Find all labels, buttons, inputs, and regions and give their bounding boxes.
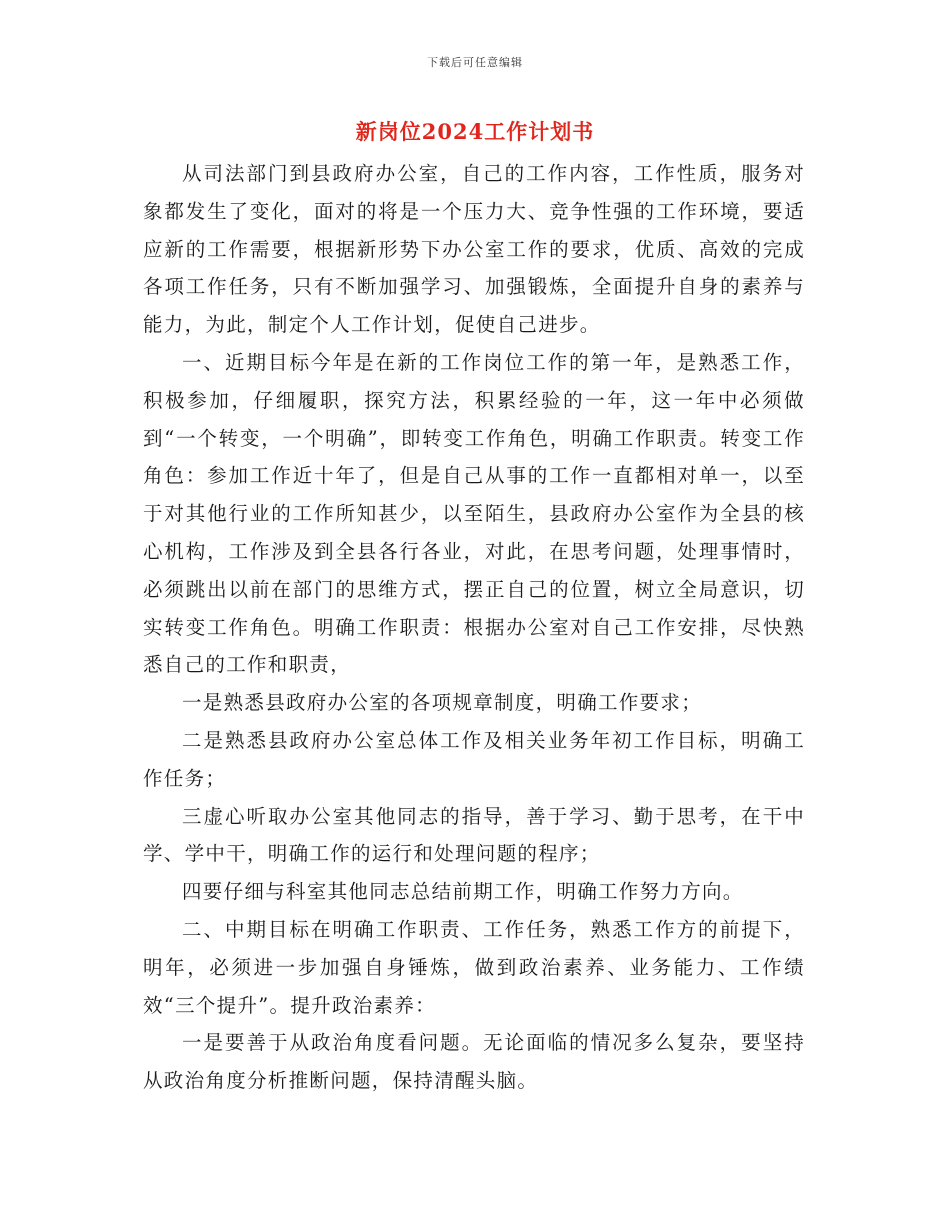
header-note: 下载后可任意编辑 <box>427 56 523 69</box>
document-title: 新岗位2024工作计划书 <box>355 119 595 144</box>
paragraph-short-term-goal: 一、近期目标今年是在新的工作岗位工作的第一年，是熟悉工作，积极参加，仔细履职，探究方法，积累经验的一年，这一年中必须做到“一个转变，一个明确”，即转变工作角色，明确工作职责。转变工作角色：参加工作近十年了，但是自己从事的工作一直都相对单一，以至于对其他行业的工作所知甚少，以至陌生，县政府办公室作为全县的核心机构，工作涉及到全县各行各业，对此，在思考问题，处理事情时，必须跳出以前在部门的思维方式，摆正自己的位置，树立全局意识，切实转变工作角色。明确工作职责：根据办公室对自己工作安排，尽快熟悉自己的工作和职责， <box>143 350 805 677</box>
paragraph-intro: 从司法部门到县政府办公室，自己的工作内容，工作性质，服务对象都发生了变化，面对的将是一个压力大、竞争性强的工作环境，要适应新的工作需要，根据新形势下办公室工作的要求，优质、高效的完成各项工作任务，只有不断加强学习、加强锻炼，全面提升自身的素养与能力，为此，制定个人工作计划，促使自己进步。 <box>143 162 805 337</box>
paragraph-political-item-1: 一是要善于从政治角度看问题。无论面临的情况多么复杂，要坚持从政治角度分析推断问题，保持清醒头脑。 <box>143 1031 805 1093</box>
paragraph-mid-term-goal: 二、中期目标在明确工作职责、工作任务，熟悉工作方的前提下，明年，必须进一步加强自身锤炼，做到政治素养、业务能力、工作绩效“三个提升”。提升政治素养： <box>143 917 805 1017</box>
paragraph-item-2: 二是熟悉县政府办公室总体工作及相关业务年初工作目标，明确工作任务； <box>143 728 805 790</box>
paragraph-item-4: 四要仔细与科室其他同志总结前期工作，明确工作努力方向。 <box>182 880 744 904</box>
document-body <box>143 155 805 1100</box>
paragraph-item-3: 三虚心听取办公室其他同志的指导，善于学习、勤于思考，在干中学、学中干，明确工作的运行和处理问题的程序； <box>143 804 805 866</box>
paragraph-item-1: 一是熟悉县政府办公室的各项规章制度，明确工作要求； <box>182 691 703 715</box>
